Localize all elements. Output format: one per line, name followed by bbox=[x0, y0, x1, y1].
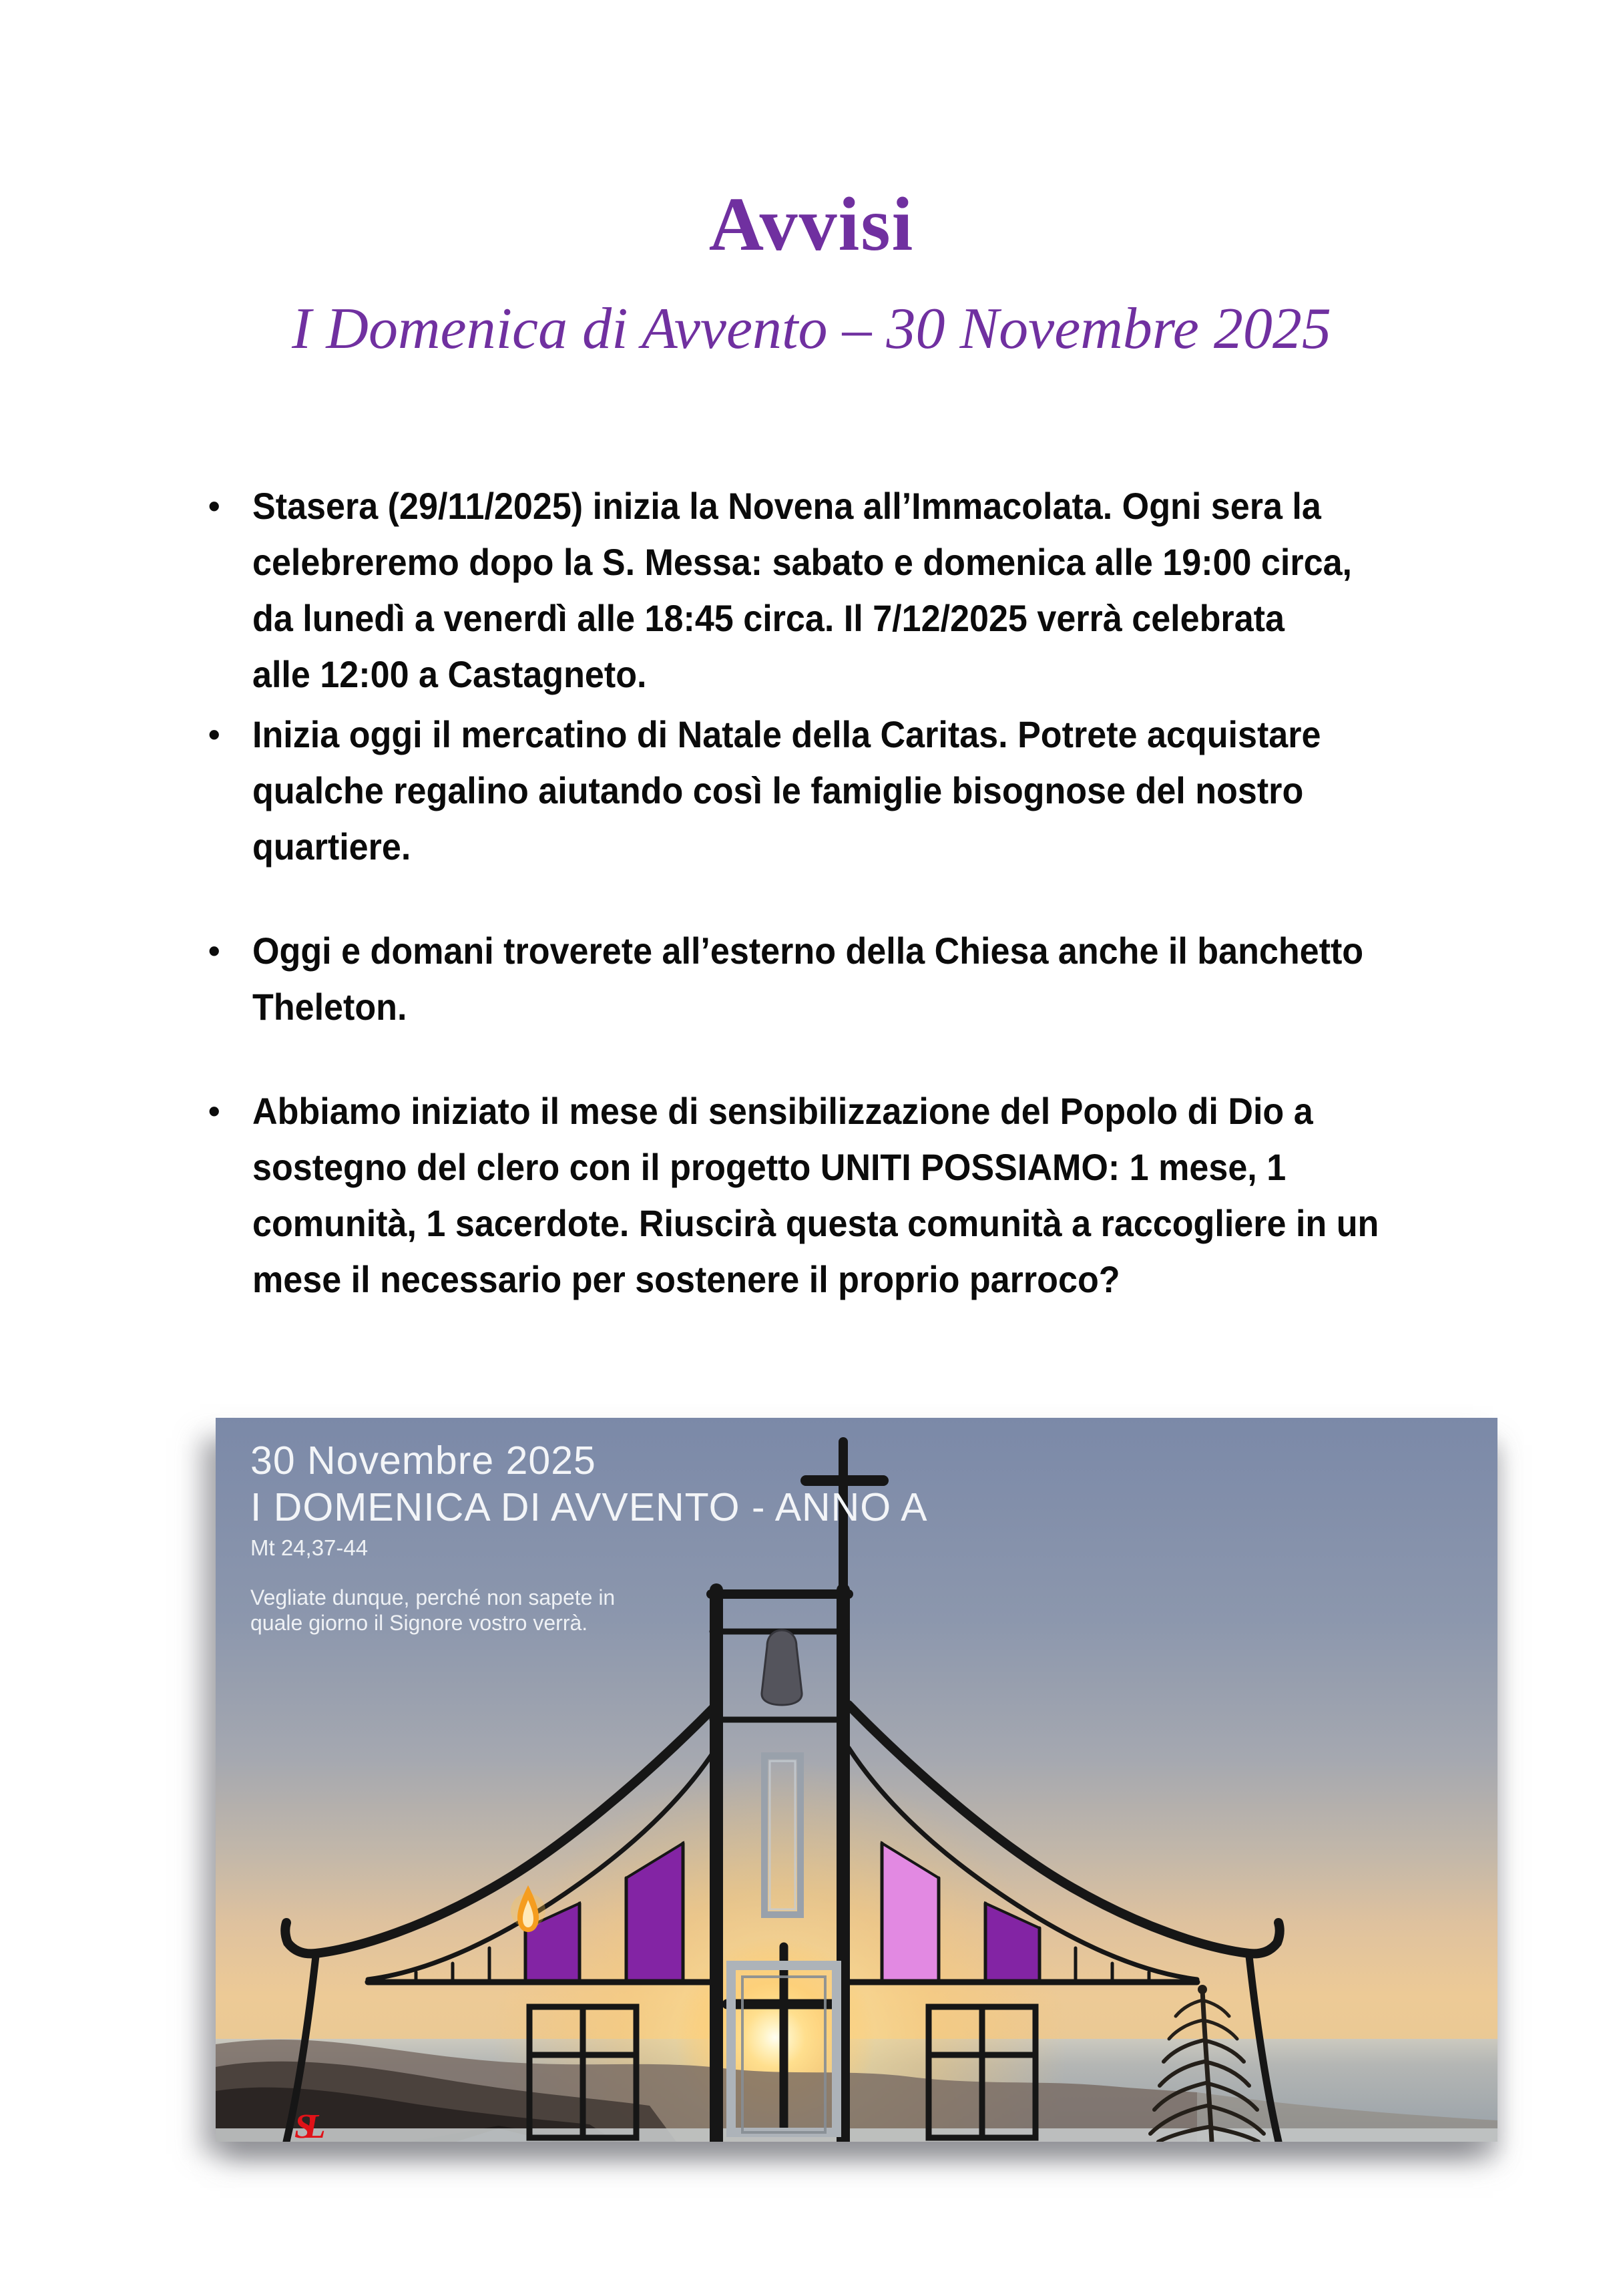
bullet-line: quartiere. bbox=[252, 825, 411, 868]
bottom-strip bbox=[216, 2128, 1497, 2142]
bullet-line: mese il necessario per sostenere il proprio parroco? bbox=[252, 1258, 1120, 1300]
bullet-icon: • bbox=[208, 716, 220, 753]
bullet-line: sostegno del clero con il progetto UNITI POSSIAMO: 1 mese, 1 bbox=[252, 1146, 1287, 1188]
announcement-list bbox=[208, 478, 1470, 1308]
monogram: SL bbox=[294, 2108, 316, 2142]
poster-quote bbox=[250, 1585, 615, 1636]
bullet-line: Oggi e domani troverete all’esterno della Chiesa anche il banchetto bbox=[252, 930, 1364, 972]
bullet-icon: • bbox=[208, 932, 220, 970]
page-title: Avvisi bbox=[708, 182, 915, 266]
announcement-item bbox=[208, 1083, 1470, 1308]
poster-quote-line: Vegliate dunque, perché non sapete in bbox=[250, 1585, 616, 1609]
announcement-item bbox=[208, 707, 1470, 875]
page-subtitle: I Domenica di Avvento – 30 Novembre 2025 bbox=[292, 297, 1331, 361]
bullet-line: Inizia oggi il mercatino di Natale della Caritas. Potrete acquistare bbox=[252, 713, 1321, 755]
bullet-line: qualche regalino aiutando così le famiglie bisognose del nostro bbox=[252, 769, 1304, 811]
poster-quote-line: quale giorno il Signore vostro verrà. bbox=[250, 1611, 588, 1635]
poster-title: I DOMENICA DI AVVENTO - ANNO A bbox=[250, 1485, 928, 1529]
bullet-line: comunità, 1 sacerdote. Riuscirà questa comunità a raccogliere in un bbox=[252, 1202, 1379, 1244]
bullet-line: Theleton. bbox=[252, 986, 407, 1028]
bullet-line: Abbiamo iniziato il mese di sensibilizzazione del Popolo di Dio a bbox=[252, 1090, 1313, 1132]
bullet-icon: • bbox=[208, 1093, 220, 1130]
bullet-line: da lunedì a venerdì alle 18:45 circa. Il 7/12/2025 verrà celebrata bbox=[252, 597, 1285, 639]
announcement-item bbox=[208, 923, 1470, 1035]
poster-reading-ref: Mt 24,37-44 bbox=[250, 1535, 369, 1560]
advent-poster bbox=[216, 1418, 1497, 2142]
bullet-line: Stasera (29/11/2025) inizia la Novena all’Immacolata. Ogni sera la bbox=[252, 485, 1321, 527]
poster-date: 30 Novembre 2025 bbox=[250, 1439, 596, 1483]
bullet-icon: • bbox=[208, 488, 220, 525]
bell-icon bbox=[762, 1630, 802, 1705]
bullet-line: alle 12:00 a Castagneto. bbox=[252, 653, 647, 695]
announcement-item bbox=[208, 478, 1470, 703]
bullet-line: celebreremo dopo la S. Messa: sabato e domenica alle 19:00 circa, bbox=[252, 541, 1353, 583]
